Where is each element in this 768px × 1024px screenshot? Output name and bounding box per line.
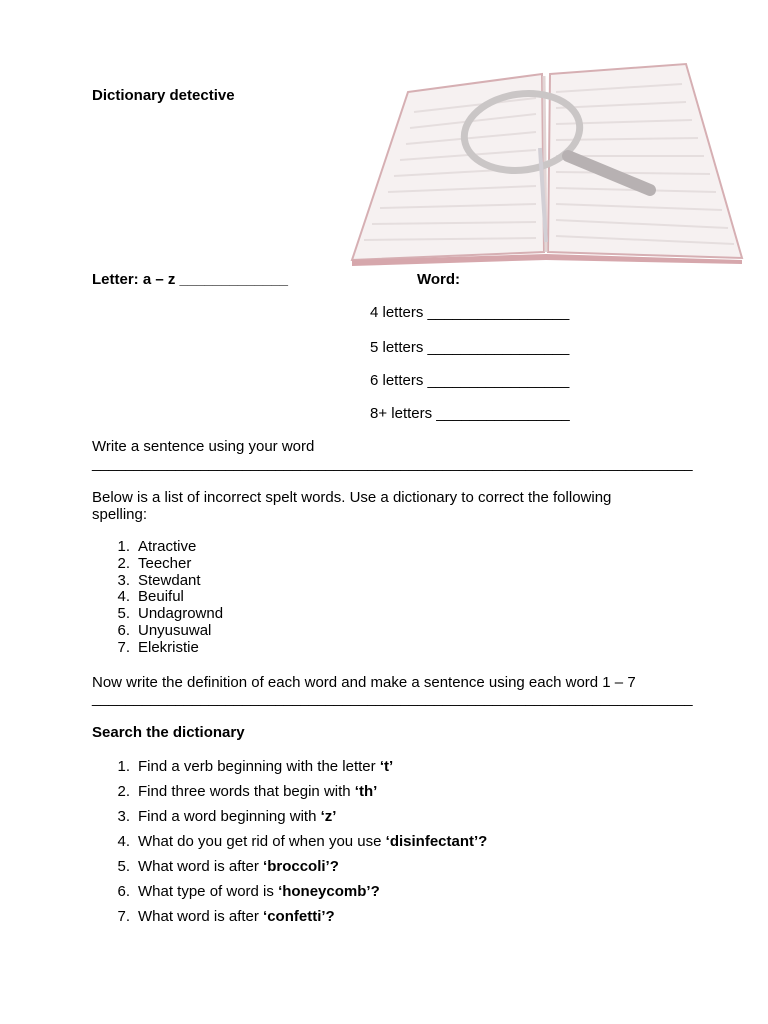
list-item: 7. What word is after ‘confetti’? [117, 908, 335, 925]
list-item: 4. Beuiful [117, 588, 184, 606]
task-keyword: ‘z’ [320, 808, 337, 825]
task-text: What word is after [138, 908, 264, 925]
word-line-4-letters: 4 letters _________________ [370, 304, 570, 321]
search-task-list [112, 758, 487, 933]
list-item: 6. What type of word is ‘honeycomb’? [117, 883, 380, 900]
misspelled-word: Unyusuwal [138, 621, 212, 639]
word-line-6-letters: 6 letters _________________ [370, 372, 570, 389]
list-item: 6. Unyusuwal [117, 621, 212, 639]
list-item: 7. Elekristie [117, 638, 199, 656]
task-keyword: ‘honeycomb’? [278, 883, 380, 900]
word-line-5-letters: 5 letters _________________ [370, 339, 570, 356]
list-item: 4. What do you get rid of when you use ‘disinfectant’? [117, 833, 488, 850]
spelling-instructions: Below is a list of incorrect spelt words. Use a dictionary to correct the following [92, 489, 612, 506]
word-line-8-plus-letters: 8+ letters ________________ [370, 405, 570, 422]
list-item: 1. Find a verb beginning with the letter ‘t’ [117, 758, 394, 775]
section-heading-search: Search the dictionary [92, 724, 245, 741]
spelling-instructions-continued: spelling: [92, 506, 148, 523]
misspelled-word: Beuiful [138, 588, 184, 606]
definition-prompt: Now write the definition of each word and make a sentence using each word 1 – 7 [92, 674, 636, 691]
list-item: 2. Teecher [117, 554, 192, 572]
misspelled-word-list [112, 539, 223, 657]
page-title: Dictionary detective [92, 87, 235, 104]
task-text: Find a verb beginning with the letter [138, 758, 380, 775]
task-keyword: ‘disinfectant’? [385, 833, 488, 850]
task-text: Find a word beginning with [138, 808, 321, 825]
answer-rule-line: ________________________________________________________________________ [92, 690, 693, 707]
letter-range-field: Letter: a – z _____________ [92, 271, 288, 288]
task-text: What do you get rid of when you use [138, 833, 386, 850]
list-item: 5. Undagrownd [117, 605, 224, 623]
task-keyword: ‘broccoli’? [263, 858, 339, 875]
list-item: 5. What word is after ‘broccoli’? [117, 858, 339, 875]
list-item: 3. Find a word beginning with ‘z’ [117, 808, 337, 825]
task-keyword: ‘t’ [379, 758, 394, 775]
list-item: 1. Atractive [117, 538, 197, 555]
list-item: 2. Find three words that begin with ‘th’ [117, 783, 378, 800]
dictionary-with-magnifying-glass-illustration [350, 62, 746, 268]
misspelled-word: Teecher [138, 554, 192, 572]
list-item: 3. Stewdant [117, 571, 201, 589]
task-text: What type of word is [138, 883, 279, 900]
misspelled-word: Undagrownd [138, 605, 224, 623]
misspelled-word: Elekristie [138, 638, 199, 656]
word-heading: Word: [417, 271, 461, 288]
answer-rule-line: ________________________________________________________________________ [92, 455, 693, 472]
task-keyword: ‘th’ [354, 783, 378, 800]
task-keyword: ‘confetti’? [263, 908, 335, 925]
sentence-prompt: Write a sentence using your word [92, 438, 315, 455]
misspelled-word: Atractive [138, 538, 197, 555]
misspelled-word: Stewdant [138, 571, 201, 589]
task-text: What word is after [138, 858, 264, 875]
task-text: Find three words that begin with [138, 783, 355, 800]
